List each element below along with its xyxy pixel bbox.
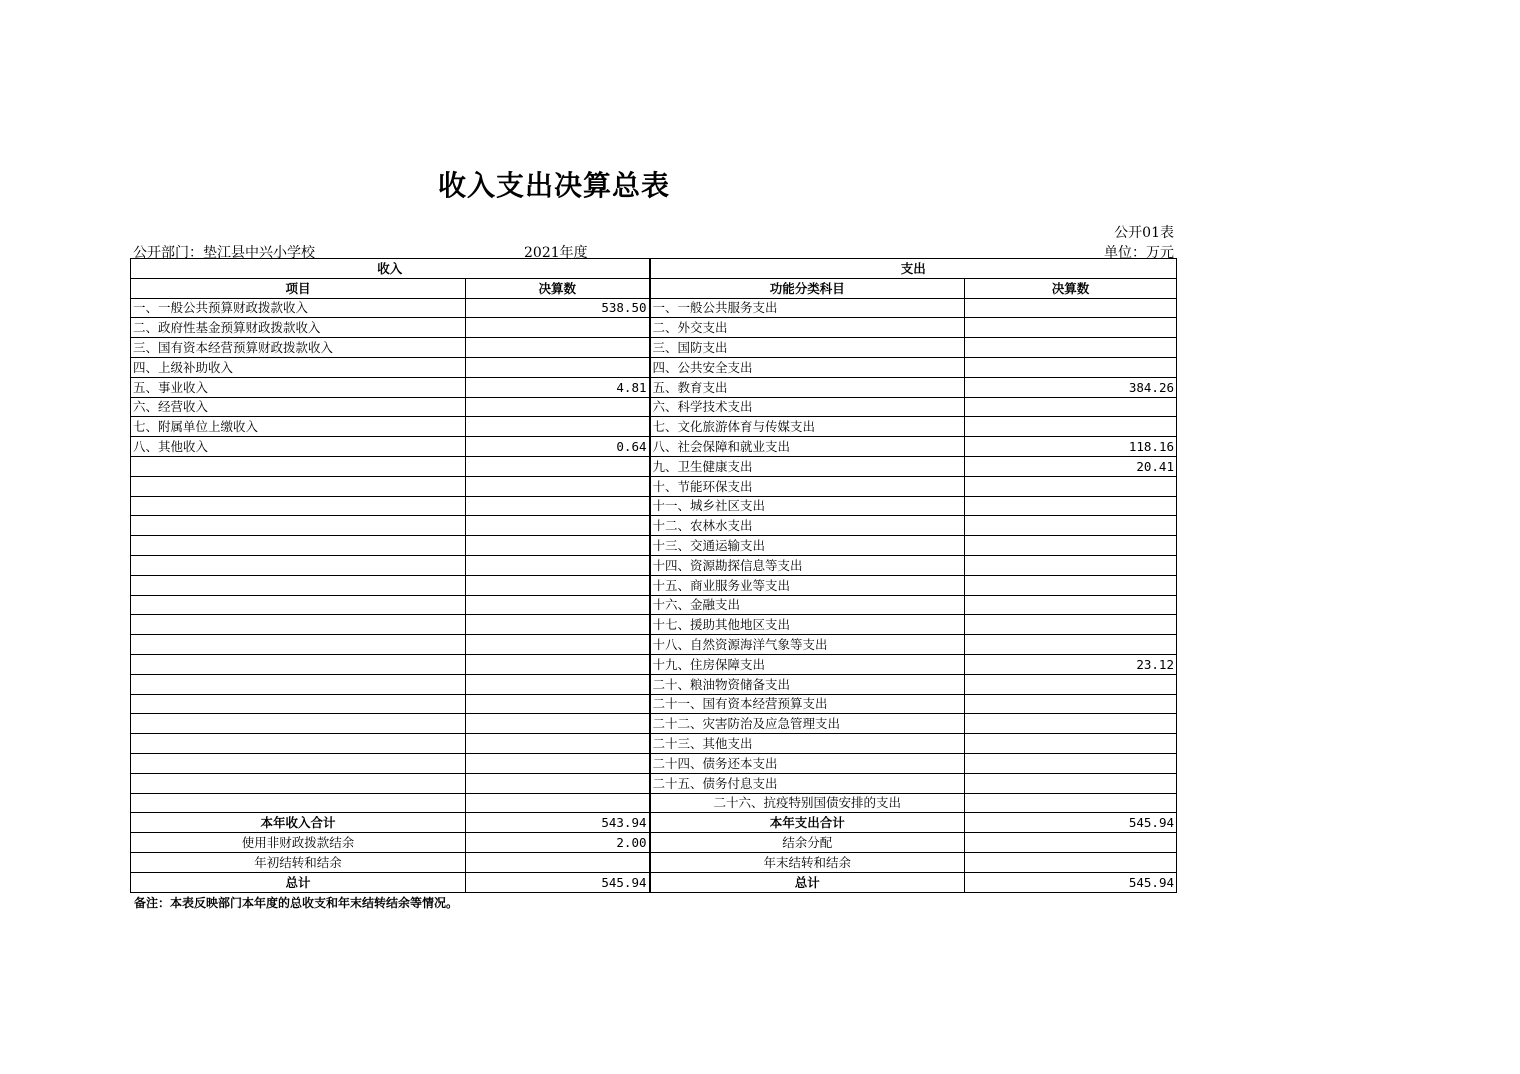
income-item-cell: [131, 555, 466, 575]
table-row: [131, 714, 1177, 734]
expense-amount-cell: [965, 714, 1177, 734]
expense-amount-cell: 384.26: [965, 377, 1177, 397]
expense-item-cell: 八、社会保障和就业支出: [650, 437, 965, 457]
unit-label: 单位：万元: [1104, 245, 1174, 261]
expense-item-cell: 二十四、债务还本支出: [650, 753, 965, 773]
income-item-cell: [131, 615, 466, 635]
expense-item-cell: 二十、粮油物资储备支出: [650, 674, 965, 694]
expense-amount-cell: [965, 298, 1177, 318]
table-code: 公开01表: [1114, 225, 1174, 241]
income-amount-cell: [466, 773, 650, 793]
total-expense-label: 结余分配: [650, 833, 965, 853]
income-item-cell: [131, 595, 466, 615]
income-item-cell: [131, 694, 466, 714]
table-row: [131, 298, 1177, 318]
total-income-amount: [466, 852, 650, 872]
table-row: [131, 456, 1177, 476]
expense-amount-cell: [965, 397, 1177, 417]
expense-amount-cell: [965, 476, 1177, 496]
expense-amount-cell: [965, 536, 1177, 556]
income-amount-cell: [466, 338, 650, 358]
total-row: [131, 833, 1177, 853]
table-row: [131, 476, 1177, 496]
expense-amount-cell: [965, 575, 1177, 595]
expense-item-cell: 十三、交通运输支出: [650, 536, 965, 556]
page-title: 收入支出决算总表: [438, 169, 671, 202]
expense-amount-cell: [965, 694, 1177, 714]
footnote: 备注：本表反映部门本年度的总收支和年末结转结余等情况。: [134, 896, 459, 910]
expense-amount-cell: [965, 753, 1177, 773]
expense-item-cell: 二十一、国有资本经营预算支出: [650, 694, 965, 714]
table-row: [131, 437, 1177, 457]
income-amount-cell: 0.64: [466, 437, 650, 457]
income-amount-cell: [466, 476, 650, 496]
expense-item-cell: 十七、援助其他地区支出: [650, 615, 965, 635]
income-amount-cell: [466, 714, 650, 734]
income-item-cell: [131, 635, 466, 655]
expense-amount-cell: [965, 615, 1177, 635]
col-header-amount2: 决算数: [965, 278, 1177, 298]
income-amount-cell: [466, 674, 650, 694]
expense-amount-cell: 23.12: [965, 654, 1177, 674]
income-amount-cell: [466, 793, 650, 813]
table-row: [131, 793, 1177, 813]
expense-amount-cell: [965, 734, 1177, 754]
expense-amount-cell: [965, 674, 1177, 694]
total-expense-amount: [965, 852, 1177, 872]
income-amount-cell: 4.81: [466, 377, 650, 397]
income-item-cell: [131, 654, 466, 674]
income-item-cell: 七、附属单位上缴收入: [131, 417, 466, 437]
income-item-cell: [131, 773, 466, 793]
income-item-cell: [131, 456, 466, 476]
expense-item-cell: 十八、自然资源海洋气象等支出: [650, 635, 965, 655]
total-expense-label: 总计: [650, 872, 965, 892]
col-header-func-item: 功能分类科目: [650, 278, 965, 298]
expense-amount-cell: [965, 496, 1177, 516]
income-amount-cell: [466, 654, 650, 674]
expense-item-cell: 十、节能环保支出: [650, 476, 965, 496]
total-row: [131, 852, 1177, 872]
expense-amount-cell: 118.16: [965, 437, 1177, 457]
income-item-cell: 八、其他收入: [131, 437, 466, 457]
fiscal-year: 2021年度: [524, 245, 588, 261]
total-income-amount: 2.00: [466, 833, 650, 853]
total-row: [131, 872, 1177, 892]
expense-amount-cell: [965, 595, 1177, 615]
expense-item-cell: 二、外交支出: [650, 318, 965, 338]
expense-amount-cell: [965, 516, 1177, 536]
total-income-label: 总计: [131, 872, 466, 892]
income-item-cell: [131, 753, 466, 773]
table-row: [131, 654, 1177, 674]
income-amount-cell: [466, 595, 650, 615]
expense-amount-cell: [965, 773, 1177, 793]
department-label: 公开部门：垫江县中兴小学校: [133, 245, 315, 261]
total-income-amount: 543.94: [466, 813, 650, 833]
expense-amount-cell: [965, 635, 1177, 655]
table-row: [131, 674, 1177, 694]
expense-amount-cell: [965, 793, 1177, 813]
expense-item-cell: 三、国防支出: [650, 338, 965, 358]
total-expense-amount: [965, 833, 1177, 853]
income-item-cell: [131, 714, 466, 734]
expense-amount-cell: [965, 338, 1177, 358]
column-header-row: [131, 278, 1177, 298]
table-row: [131, 516, 1177, 536]
expense-amount-cell: [965, 318, 1177, 338]
expense-item-cell: 二十二、灾害防治及应急管理支出: [650, 714, 965, 734]
col-header-amount: 决算数: [466, 278, 650, 298]
table-row: [131, 575, 1177, 595]
table-row: [131, 496, 1177, 516]
income-amount-cell: [466, 456, 650, 476]
expense-amount-cell: [965, 417, 1177, 437]
income-amount-cell: [466, 516, 650, 536]
expense-item-cell: 一、一般公共服务支出: [650, 298, 965, 318]
table-row: [131, 773, 1177, 793]
table-row: [131, 397, 1177, 417]
income-amount-cell: [466, 536, 650, 556]
section-header-row: [131, 259, 1177, 279]
income-expense-table: [130, 258, 1177, 893]
income-amount-cell: 538.50: [466, 298, 650, 318]
income-amount-cell: [466, 635, 650, 655]
income-amount-cell: [466, 734, 650, 754]
expense-item-cell: 十五、商业服务业等支出: [650, 575, 965, 595]
income-item-cell: [131, 516, 466, 536]
income-amount-cell: [466, 417, 650, 437]
table-row: [131, 595, 1177, 615]
expense-item-cell: 二十五、债务付息支出: [650, 773, 965, 793]
income-amount-cell: [466, 555, 650, 575]
total-expense-amount: 545.94: [965, 872, 1177, 892]
table-row: [131, 734, 1177, 754]
expense-item-cell: 十四、资源勘探信息等支出: [650, 555, 965, 575]
income-amount-cell: [466, 357, 650, 377]
expense-item-cell: 四、公共安全支出: [650, 357, 965, 377]
income-item-cell: [131, 575, 466, 595]
income-section-header: 收入: [131, 259, 650, 279]
total-income-label: 年初结转和结余: [131, 852, 466, 872]
table-row: [131, 338, 1177, 358]
table-row: [131, 555, 1177, 575]
expense-item-cell: 十二、农林水支出: [650, 516, 965, 536]
expense-item-cell: 九、卫生健康支出: [650, 456, 965, 476]
total-income-amount: 545.94: [466, 872, 650, 892]
income-item-cell: 二、政府性基金预算财政拨款收入: [131, 318, 466, 338]
expense-item-cell: 五、教育支出: [650, 377, 965, 397]
income-item-cell: [131, 496, 466, 516]
table-row: [131, 377, 1177, 397]
table-row: [131, 357, 1177, 377]
table-row: [131, 753, 1177, 773]
total-expense-label: 年末结转和结余: [650, 852, 965, 872]
expense-amount-cell: [965, 357, 1177, 377]
income-amount-cell: [466, 496, 650, 516]
table-row: [131, 635, 1177, 655]
expense-item-cell: 二十六、抗疫特别国债安排的支出: [650, 793, 965, 813]
expense-item-cell: 十一、城乡社区支出: [650, 496, 965, 516]
income-item-cell: [131, 674, 466, 694]
total-income-label: 本年收入合计: [131, 813, 466, 833]
expense-item-cell: 七、文化旅游体育与传媒支出: [650, 417, 965, 437]
total-expense-amount: 545.94: [965, 813, 1177, 833]
expense-amount-cell: [965, 555, 1177, 575]
income-amount-cell: [466, 397, 650, 417]
total-row: [131, 813, 1177, 833]
expense-item-cell: 十六、金融支出: [650, 595, 965, 615]
income-item-cell: 六、经营收入: [131, 397, 466, 417]
expense-section-header: 支出: [650, 259, 1177, 279]
income-item-cell: 五、事业收入: [131, 377, 466, 397]
income-item-cell: 四、上级补助收入: [131, 357, 466, 377]
total-income-label: 使用非财政拨款结余: [131, 833, 466, 853]
col-header-item: 项目: [131, 278, 466, 298]
table-row: [131, 615, 1177, 635]
income-item-cell: 三、国有资本经营预算财政拨款收入: [131, 338, 466, 358]
expense-amount-cell: 20.41: [965, 456, 1177, 476]
total-expense-label: 本年支出合计: [650, 813, 965, 833]
table-row: [131, 318, 1177, 338]
table-row: [131, 694, 1177, 714]
income-item-cell: [131, 734, 466, 754]
income-item-cell: [131, 476, 466, 496]
income-amount-cell: [466, 615, 650, 635]
income-amount-cell: [466, 694, 650, 714]
income-item-cell: [131, 536, 466, 556]
income-item-cell: [131, 793, 466, 813]
table-row: [131, 536, 1177, 556]
income-amount-cell: [466, 318, 650, 338]
expense-item-cell: 十九、住房保障支出: [650, 654, 965, 674]
income-item-cell: 一、一般公共预算财政拨款收入: [131, 298, 466, 318]
income-amount-cell: [466, 575, 650, 595]
income-amount-cell: [466, 753, 650, 773]
expense-item-cell: 六、科学技术支出: [650, 397, 965, 417]
expense-item-cell: 二十三、其他支出: [650, 734, 965, 754]
table-row: [131, 417, 1177, 437]
